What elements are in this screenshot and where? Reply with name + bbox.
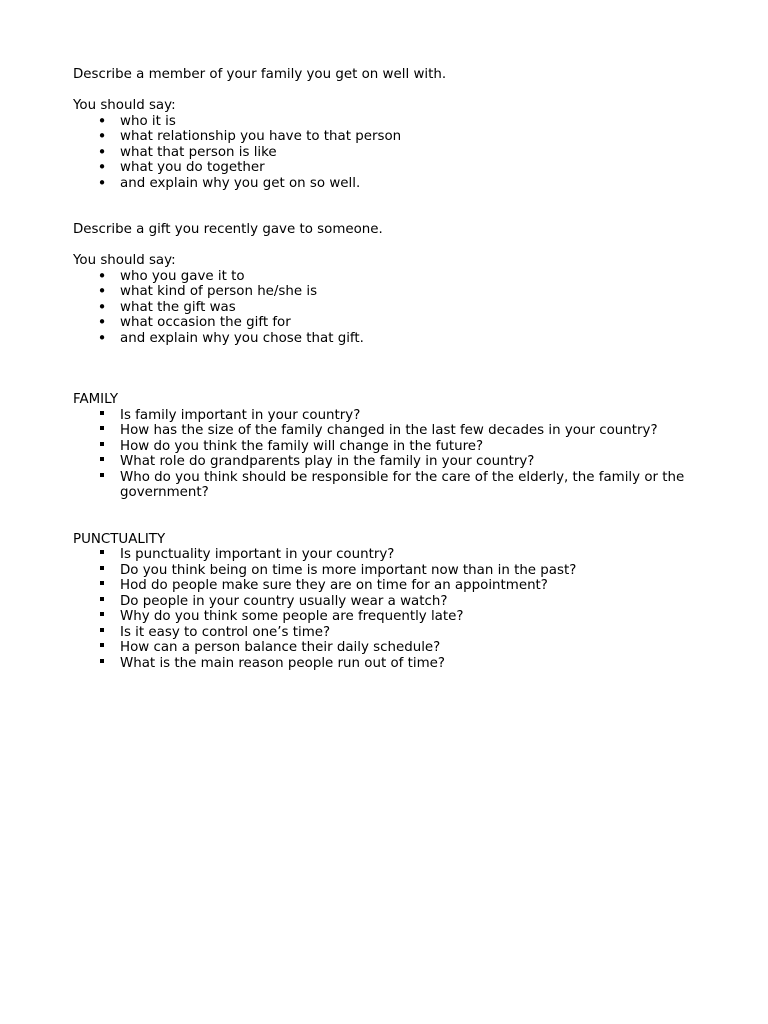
square-bullet-icon xyxy=(95,454,109,470)
list-item-text: and explain why you get on so well. xyxy=(120,175,361,191)
square-bullet-icon xyxy=(95,470,109,486)
cue-card-intro: You should say: xyxy=(73,253,176,268)
bullet-icon xyxy=(95,331,109,348)
list-item-text: what that person is like xyxy=(120,144,277,160)
document-page xyxy=(73,67,713,671)
cue-card-family-member xyxy=(73,67,713,191)
list-item-text: Is punctuality important in your country? xyxy=(120,547,395,562)
question-list xyxy=(73,408,713,501)
bullet-icon xyxy=(95,176,109,193)
list-item-text: who you gave it to xyxy=(120,268,245,284)
list-item xyxy=(73,423,713,439)
list-item xyxy=(73,547,713,563)
list-item xyxy=(73,269,713,285)
list-item-text: How do you think the family will change in the future? xyxy=(120,438,484,454)
list-item-text: What is the main reason people run out of time? xyxy=(120,655,445,671)
list-item-text: who it is xyxy=(120,113,176,129)
list-item-text: what kind of person he/she is xyxy=(120,284,318,299)
list-item-text: Hod do people make sure they are on time for an appointment? xyxy=(120,578,548,593)
cue-card-points xyxy=(73,114,713,192)
list-item xyxy=(73,439,713,455)
list-item-text: and explain why you chose that gift. xyxy=(120,330,364,346)
list-item-text: what the gift was xyxy=(120,299,236,315)
list-item xyxy=(73,176,713,192)
cue-card-prompt: Describe a gift you recently gave to someone. xyxy=(73,222,383,237)
square-bullet-icon xyxy=(95,594,109,610)
list-item xyxy=(73,640,713,656)
list-item xyxy=(73,609,713,625)
list-item xyxy=(73,625,713,641)
list-item-text: How has the size of the family changed in the last few decades in your country? xyxy=(120,423,658,438)
square-bullet-icon xyxy=(95,578,109,594)
list-item-text: Do you think being on time is more important now than in the past? xyxy=(120,562,577,578)
list-item xyxy=(73,114,713,130)
cue-card-intro: You should say: xyxy=(73,98,176,113)
list-item xyxy=(73,300,713,316)
list-item xyxy=(73,594,713,610)
list-item-text: what you do together xyxy=(120,160,265,175)
cue-card-gift xyxy=(73,222,713,346)
list-item xyxy=(73,656,713,672)
square-bullet-icon xyxy=(95,547,109,563)
list-item xyxy=(73,315,713,331)
square-bullet-icon xyxy=(95,408,109,424)
list-item xyxy=(73,578,713,594)
list-item xyxy=(73,408,713,424)
square-bullet-icon xyxy=(95,423,109,439)
list-item xyxy=(73,284,713,300)
question-list xyxy=(73,547,713,671)
list-item-text: Who do you think should be responsible for the care of the elderly, the family or the government? xyxy=(120,469,685,500)
section-heading: PUNCTUALITY xyxy=(73,531,166,547)
square-bullet-icon xyxy=(95,609,109,625)
section-heading: FAMILY xyxy=(73,392,118,407)
list-item-text: Do people in your country usually wear a watch? xyxy=(120,593,448,609)
square-bullet-icon xyxy=(95,563,109,579)
list-item-text: Is it easy to control one’s time? xyxy=(120,624,331,640)
list-item xyxy=(73,470,713,501)
list-item-text: what relationship you have to that person xyxy=(120,129,402,144)
list-item-text: what occasion the gift for xyxy=(120,315,291,330)
list-item-text: Why do you think some people are frequently late? xyxy=(120,609,464,624)
list-item-text: Is family important in your country? xyxy=(120,407,361,423)
list-item xyxy=(73,160,713,176)
list-item xyxy=(73,129,713,145)
square-bullet-icon xyxy=(95,656,109,672)
family-section xyxy=(73,392,713,501)
list-item xyxy=(73,331,713,347)
list-item-text: How can a person balance their daily schedule? xyxy=(120,640,441,655)
list-item xyxy=(73,454,713,470)
cue-card-points xyxy=(73,269,713,347)
punctuality-section xyxy=(73,532,713,672)
square-bullet-icon xyxy=(95,625,109,641)
cue-card-prompt: Describe a member of your family you get on well with. xyxy=(73,67,447,82)
list-item xyxy=(73,563,713,579)
square-bullet-icon xyxy=(95,640,109,656)
list-item-text: What role do grandparents play in the family in your country? xyxy=(120,454,535,469)
list-item xyxy=(73,145,713,161)
square-bullet-icon xyxy=(95,439,109,455)
